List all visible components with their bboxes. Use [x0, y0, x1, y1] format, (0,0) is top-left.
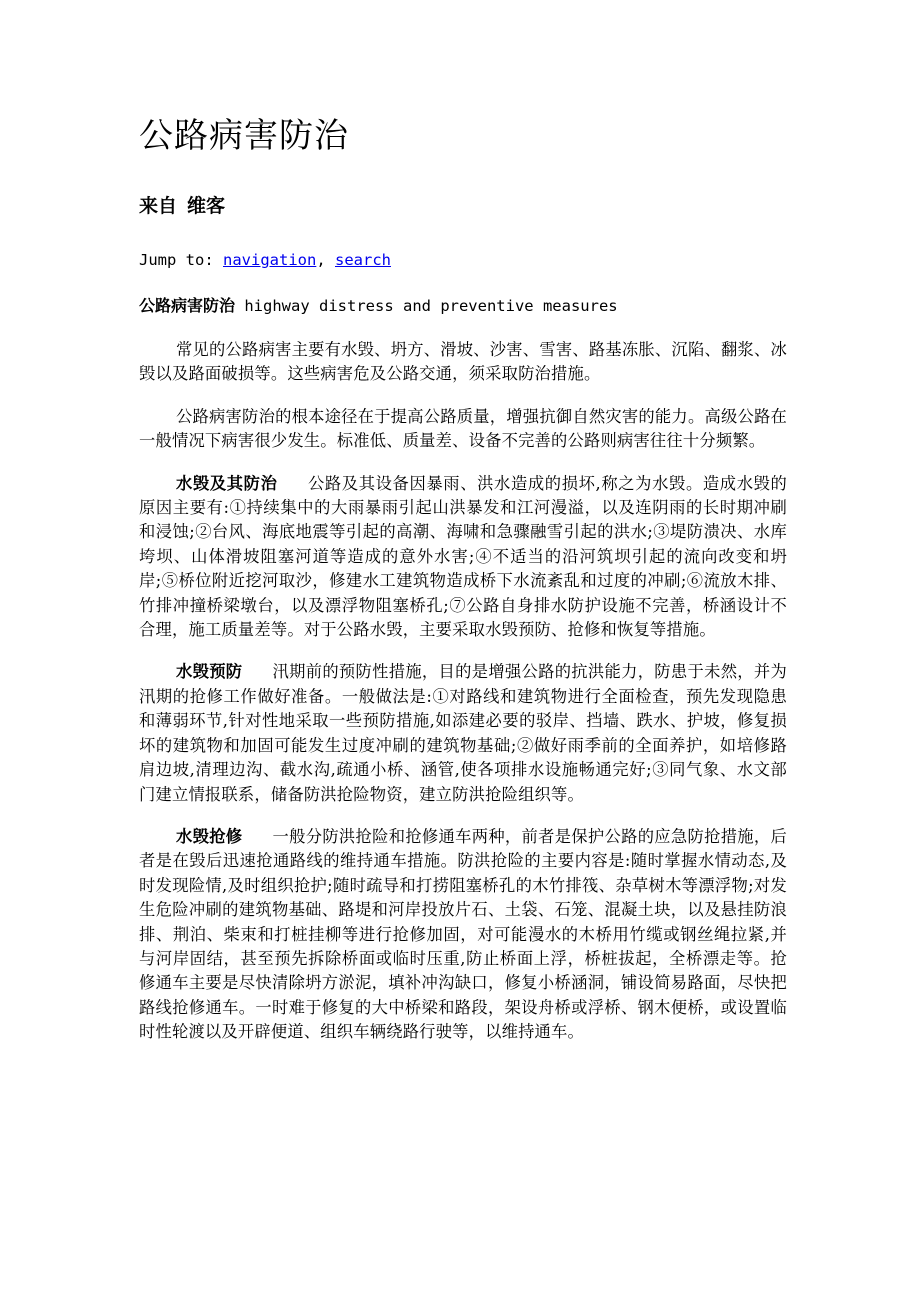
paragraph-prevention — [139, 660, 787, 806]
paragraph-repair-text: 一般分防洪抢险和抢修通车两种，前者是保护公路的应急防抢措施，后者是在毁后迅速抢通路线的维持通车措施。防洪抢险的主要内容是:随时掌握水情动态,及时发现险情,及时组织抢护;随时疏导和打捞阻塞桥孔的木竹排筏、杂草树木等漂浮物;对发生危险冲刷的建筑物基础、路堤和河岸投放片石、土袋、石笼、混凝土块，以及悬挂防浪排、荆泊、柴束和打桩挂柳等进行抢修加固，对可能漫水的木桥用竹缆或钢丝绳拉紧,并与河岸固结，甚至预先拆除桥面或临时压重,防止桥面上浮，桥桩拔起，全桥漂走等。抢修通车主要是尽快清除坍方淤泥，填补冲沟缺口，修复小桥涵洞，铺设简易路面，尽快把路线抢修通车。一时难于修复的大中桥梁和路段，架设舟桥或浮桥、钢木便桥，或设置临时性轮渡以及开辟便道、组织车辆绕路行驶等，以维持通车。 — [139, 826, 787, 1042]
jump-separator: , — [316, 251, 335, 269]
paragraph-water-damage — [139, 472, 787, 643]
subheading-zh: 公路病害防治 — [139, 296, 236, 315]
jump-label: Jump to: — [139, 251, 223, 269]
paragraph-intro: 常见的公路病害主要有水毁、坍方、滑坡、沙害、雪害、路基冻胀、沉陷、翻浆、冰毁以及路面破损等。这些病害危及公路交通，须采取防治措施。 — [139, 340, 787, 384]
paragraph-water-damage-text: 公路及其设备因暴雨、洪水造成的损坏,称之为水毁。造成水毁的原因主要有:①持续集中的大雨暴雨引起山洪暴发和江河漫溢，以及连阴雨的长时期冲刷和浸蚀;②台风、海底地震等引起的高潮、海啸和急骤融雪引起的洪水;③堤防溃决、水库垮坝、山体滑坡阻塞河道等造成的意外水害;④不适当的沿河筑坝引起的流向改变和坍岸;⑤桥位附近挖河取沙，修建水工建筑物造成桥下水流紊乱和过度的冲刷;⑥流放木排、竹排冲撞桥梁墩台，以及漂浮物阻塞桥孔;⑦公路自身排水防护设施不完善，桥涵设计不合理，施工质量差等。对于公路水毁，主要采取水毁预防、抢修和恢复等措施。 — [139, 473, 788, 640]
subheading-en: highway distress and preventive measures — [235, 297, 618, 315]
keyword-water-damage: 水毁及其防治 — [176, 473, 278, 493]
source-line — [139, 192, 787, 220]
search-link[interactable]: search — [335, 251, 391, 269]
paragraph-prevention-text: 汛期前的预防性措施，目的是增强公路的抗洪能力，防患于未然，并为汛期的抢修工作做好准备。一般做法是:①对路线和建筑物进行全面检查，预先发现隐患和薄弱环节,针对性地采取一些预防措施,如添建必要的驳岸、挡墙、跌水、护坡，修复损坏的建筑物和加固可能发生过度冲刷的建筑物基础;②做好雨季前的全面养护，如培修路肩边坡,清理边沟、截水沟,疏通小桥、涵管,使各项排水设施畅通完好;③同气象、水文部门建立情报联系，储备防洪抢险物资，建立防洪抢险组织等。 — [139, 662, 787, 804]
navigation-link[interactable]: navigation — [223, 251, 317, 269]
page-title: 公路病害防治 — [139, 116, 349, 156]
paragraph-root-cause: 公路病害防治的根本途径在于提高公路质量，增强抗御自然灾害的能力。高级公路在一般情况下病害很少发生。标准低、质量差、设备不完善的公路则病害往往十分频繁。 — [139, 406, 787, 451]
jump-to-line — [139, 248, 787, 272]
keyword-repair: 水毁抢修 — [176, 826, 243, 846]
from-source: 维客 — [187, 195, 226, 217]
paragraph-repair — [139, 825, 787, 1045]
keyword-prevention: 水毁预防 — [176, 662, 243, 682]
from-label: 来自 — [139, 195, 178, 217]
article-subheading — [139, 294, 787, 318]
article-body — [139, 110, 787, 1045]
